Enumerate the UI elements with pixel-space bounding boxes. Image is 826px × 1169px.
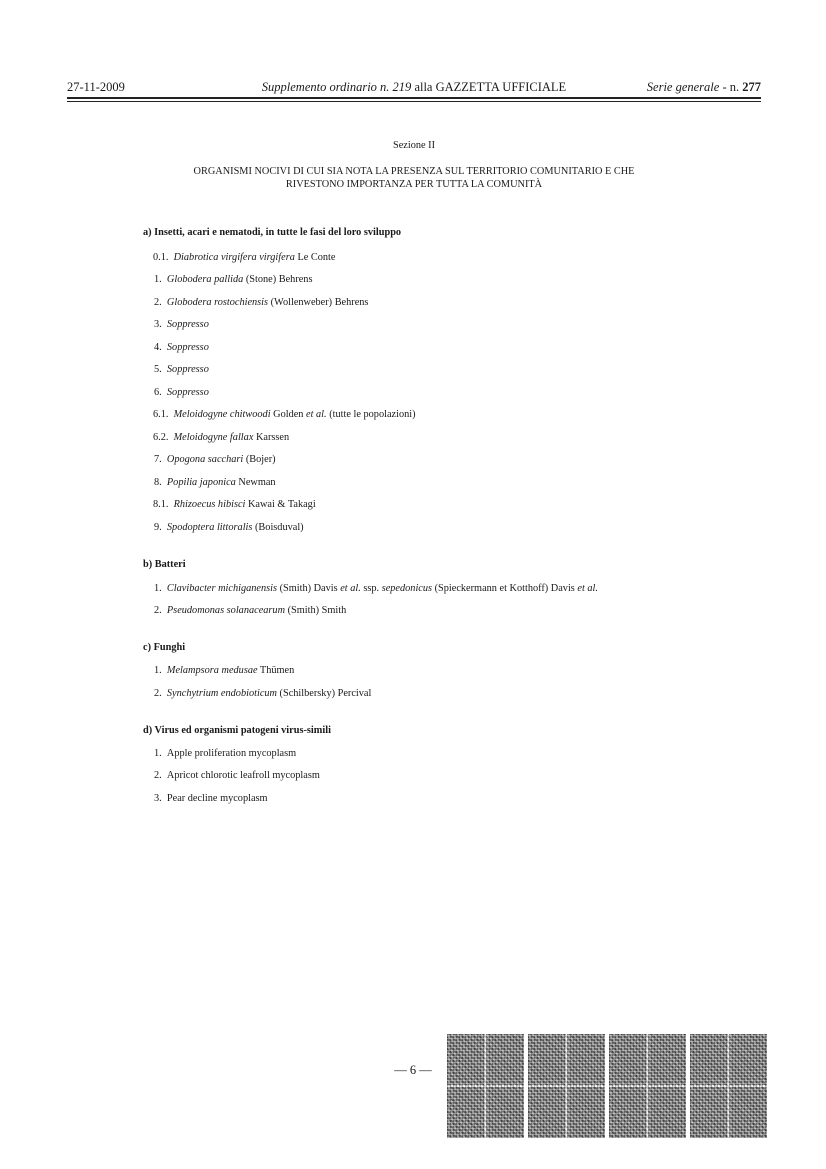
species-name: Spodoptera littoralis bbox=[166, 522, 253, 533]
species-name: Soppresso bbox=[166, 319, 209, 330]
page-header bbox=[67, 80, 761, 96]
organism-name: Apricot chlorotic leafroll mycoplasm bbox=[166, 770, 320, 781]
species-authority: Golden bbox=[270, 409, 307, 420]
item-number: 4. bbox=[154, 342, 162, 353]
species-name: Rhizoecus hibisci bbox=[173, 499, 246, 510]
species-note: (tutte le popolazioni) bbox=[326, 409, 416, 420]
header-rule-thick bbox=[67, 97, 761, 99]
item-number: 8.1. bbox=[153, 499, 169, 510]
species-name: Melampsora medusae bbox=[166, 665, 258, 676]
item-number: 2. bbox=[154, 297, 162, 308]
header-series-label: Serie generale bbox=[646, 80, 720, 94]
list-item bbox=[154, 477, 276, 488]
header-supplement: Supplemento ordinario n. 219 bbox=[261, 80, 412, 94]
species-authority: (Schilbersky) Percival bbox=[276, 688, 372, 699]
species-authority: Kawai & Takagi bbox=[245, 499, 316, 510]
item-number: 3. bbox=[154, 793, 162, 804]
list-item bbox=[154, 583, 598, 594]
species-authority: (Bojer) bbox=[243, 454, 276, 465]
item-number: 6.1. bbox=[153, 409, 169, 420]
header-gazette: alla GAZZETTA UFFICIALE bbox=[411, 80, 567, 94]
item-number: 3. bbox=[154, 319, 162, 330]
section-label: Sezione II bbox=[392, 140, 436, 151]
barcode-block bbox=[447, 1034, 524, 1138]
list-item bbox=[154, 319, 209, 330]
header-series-sep: - n. bbox=[719, 80, 743, 94]
species-name: Meloidogyne chitwoodi bbox=[173, 409, 271, 420]
species-authority: Newman bbox=[235, 477, 276, 488]
species-authority: (Smith) Davis bbox=[277, 583, 341, 594]
list-item bbox=[154, 364, 209, 375]
item-number: 1. bbox=[154, 748, 162, 759]
organism-name: Pear decline mycoplasm bbox=[166, 793, 268, 804]
et-al: et al. bbox=[340, 583, 361, 594]
species-name: Popilia japonica bbox=[166, 477, 236, 488]
list-item bbox=[154, 770, 320, 781]
header-date: 27-11-2009 bbox=[67, 80, 125, 94]
species-name: Soppresso bbox=[166, 342, 209, 353]
section-title-line-2: RIVESTONO IMPORTANZA PER TUTTA LA COMUNITÀ bbox=[285, 179, 543, 190]
et-al: et al. bbox=[306, 409, 327, 420]
section-title-line-1: ORGANISMI NOCIVI DI CUI SIA NOTA LA PRESENZA SUL TERRITORIO COMUNITARIO E CHE bbox=[193, 166, 635, 177]
list-item bbox=[154, 387, 209, 398]
list-item bbox=[154, 342, 209, 353]
list-item bbox=[153, 499, 316, 510]
subspecies-name: sepedonicus bbox=[381, 583, 433, 594]
list-item bbox=[154, 522, 304, 533]
species-name: Opogona sacchari bbox=[166, 454, 244, 465]
species-name: Soppresso bbox=[166, 364, 209, 375]
species-authority: (Wollenweber) Behrens bbox=[268, 297, 369, 308]
list-item bbox=[153, 252, 335, 263]
barcode-block bbox=[528, 1034, 605, 1138]
item-number: 8. bbox=[154, 477, 162, 488]
barcode-block bbox=[690, 1034, 767, 1138]
item-number: 7. bbox=[154, 454, 162, 465]
subspecies-label: ssp. bbox=[360, 583, 382, 594]
list-item bbox=[154, 274, 312, 285]
barcode-image bbox=[447, 1034, 767, 1138]
list-item bbox=[154, 297, 368, 308]
list-item bbox=[153, 432, 289, 443]
species-authority: Le Conte bbox=[294, 252, 336, 263]
header-series-number: 277 bbox=[742, 80, 761, 94]
species-authority: (Smith) Smith bbox=[285, 605, 347, 616]
item-number: 6. bbox=[154, 387, 162, 398]
heading-bacteria: b) Batteri bbox=[143, 559, 186, 570]
heading-virus: d) Virus ed organismi patogeni virus-simili bbox=[143, 725, 331, 736]
heading-fungi: c) Funghi bbox=[143, 642, 186, 653]
item-number: 1. bbox=[154, 583, 162, 594]
page-number: — 6 — bbox=[394, 1063, 432, 1077]
organism-name: Apple proliferation mycoplasm bbox=[166, 748, 297, 759]
species-name: Meloidogyne fallax bbox=[173, 432, 254, 443]
item-number: 1. bbox=[154, 274, 162, 285]
species-authority: Karssen bbox=[253, 432, 290, 443]
species-name: Clavibacter michiganensis bbox=[166, 583, 277, 594]
header-series bbox=[647, 80, 761, 95]
subspecies-authority: (Spieckermann et Kotthoff) Davis bbox=[432, 583, 578, 594]
list-item bbox=[154, 748, 296, 759]
species-name: Globodera pallida bbox=[166, 274, 244, 285]
item-number: 2. bbox=[154, 605, 162, 616]
item-number: 9. bbox=[154, 522, 162, 533]
heading-insects: a) Insetti, acari e nematodi, in tutte le fasi del loro sviluppo bbox=[143, 227, 402, 238]
item-number: 0.1. bbox=[153, 252, 169, 263]
barcode-block bbox=[609, 1034, 686, 1138]
species-authority: Thümen bbox=[257, 665, 295, 676]
species-name: Pseudomonas solanacearum bbox=[166, 605, 286, 616]
list-item bbox=[154, 688, 371, 699]
list-item bbox=[153, 409, 416, 420]
species-authority: (Stone) Behrens bbox=[243, 274, 313, 285]
header-rule-thin bbox=[67, 101, 761, 102]
species-name: Synchytrium endobioticum bbox=[166, 688, 277, 699]
et-al: et al. bbox=[577, 583, 598, 594]
list-item bbox=[154, 665, 294, 676]
species-name: Soppresso bbox=[166, 387, 209, 398]
item-number: 6.2. bbox=[153, 432, 169, 443]
species-name: Globodera rostochiensis bbox=[166, 297, 269, 308]
list-item bbox=[154, 454, 276, 465]
item-number: 2. bbox=[154, 688, 162, 699]
list-item bbox=[154, 793, 268, 804]
species-authority: (Boisduval) bbox=[252, 522, 304, 533]
list-item bbox=[154, 605, 346, 616]
section-title bbox=[67, 165, 761, 191]
species-name: Diabrotica virgifera virgifera bbox=[173, 252, 295, 263]
item-number: 5. bbox=[154, 364, 162, 375]
item-number: 1. bbox=[154, 665, 162, 676]
item-number: 2. bbox=[154, 770, 162, 781]
